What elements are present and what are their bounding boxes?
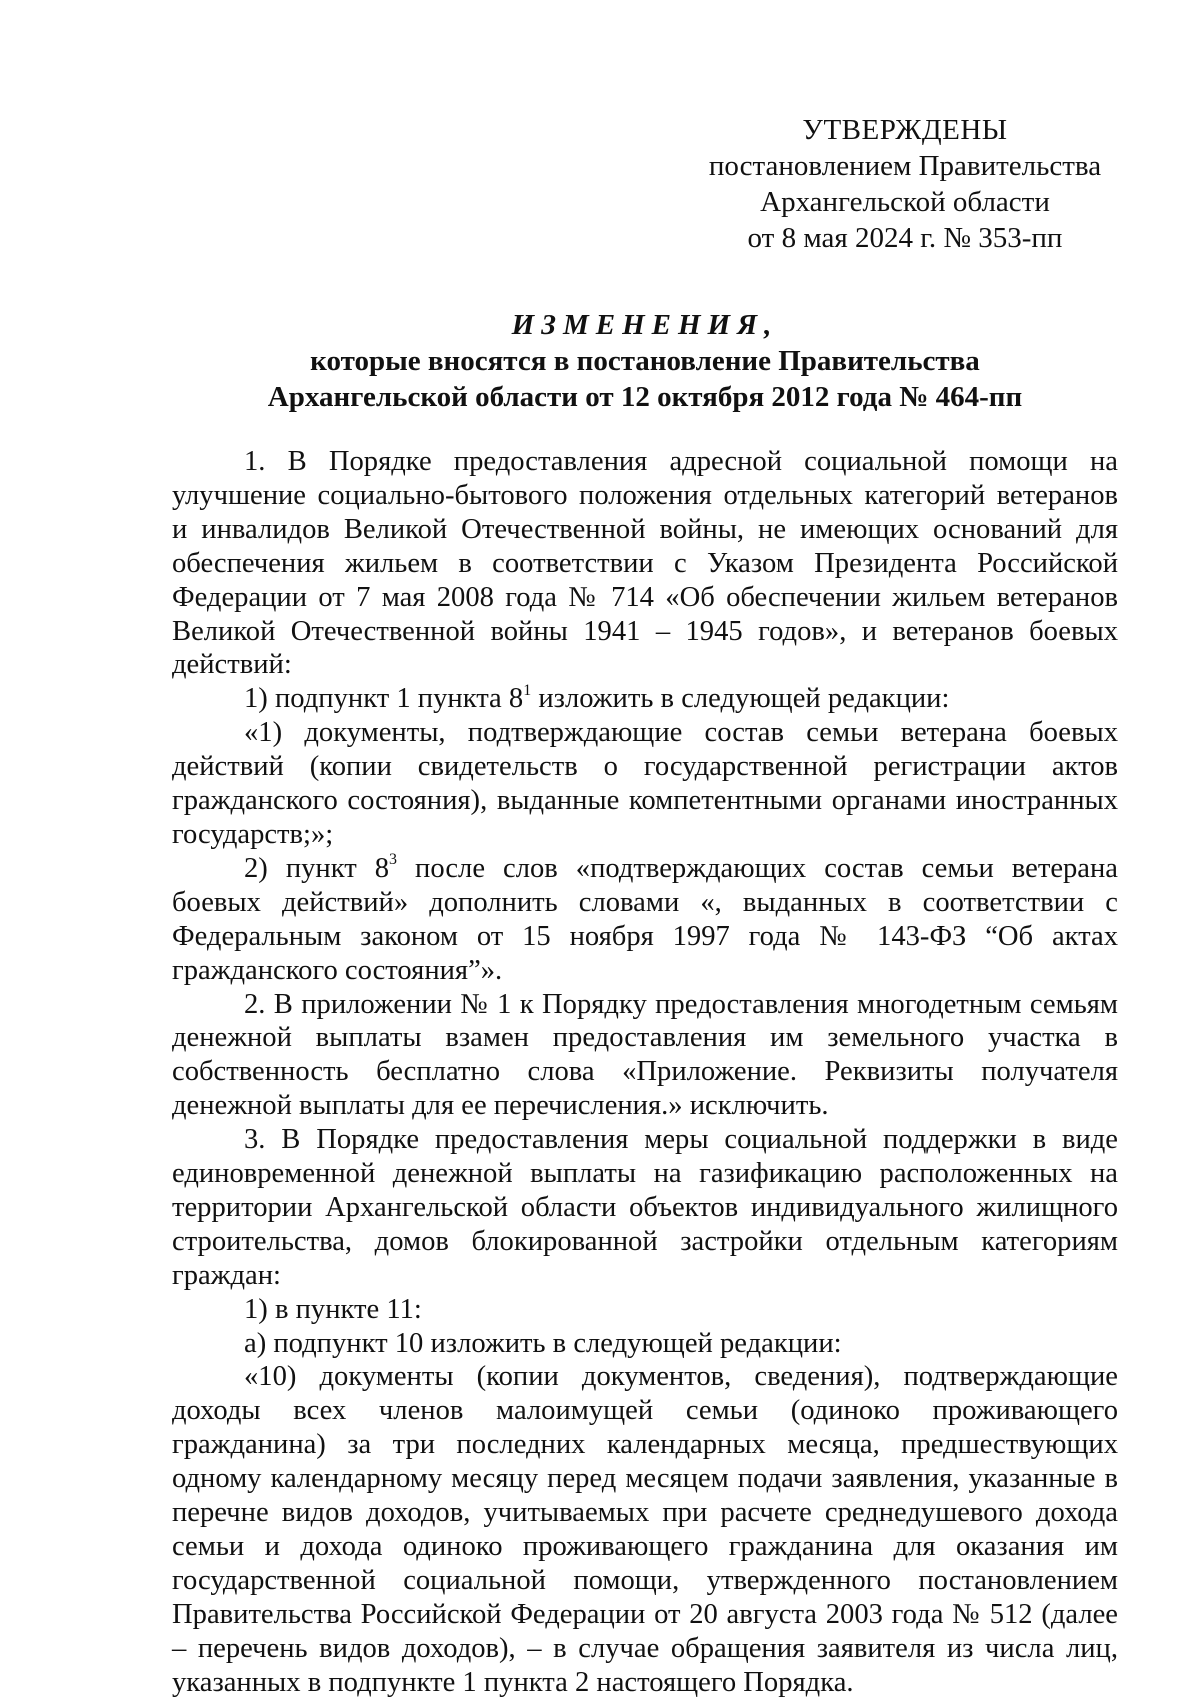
paragraph-4	[172, 852, 1118, 988]
approval-stamp-block	[700, 112, 1110, 256]
document-subtitle-2: Архангельской области от 12 октября 2012 года № 464-пп	[267, 381, 1023, 413]
paragraph-7: 1) в пункте 11:	[244, 1293, 422, 1325]
document-title: ИЗМЕНЕНИЯ,	[511, 309, 779, 341]
approved-heading: УТВЕРЖДЕНЫ	[802, 114, 1008, 146]
approval-line-2: Архангельской области	[760, 186, 1050, 218]
paragraph-6: 3. В Порядке предоставления меры социальной поддержки в виде единовременной денежной выплаты на газификацию расположенных на территории Архангельской области объектов индивидуального жилищного строительства, домов блокированной застройки отдельным категориям граждан:	[172, 1124, 1118, 1291]
paragraph-9: «10) документы (копии документов, сведения), подтверждающие доходы всех членов малоимущей семьи (одиноко проживающего гражданина) за три последних календарных месяца, предшествующих одному календарному месяцу перед месяцем подачи заявления, указанные в перечне видов доходов, учитываемых при расчете среднедушевого дохода семьи и дохода одиноко проживающего гражданина для оказания им государственной социальной помощи, утвержденного постановлением Правительства Российской Федерации от 20 августа 2003 года № 512 (далее – перечень видов доходов), – в случае обращения заявителя из числа лиц, указанных в подпункте 1 пункта 2 настоящего Порядка.	[172, 1361, 1118, 1698]
document-body	[172, 445, 1118, 1700]
approval-line-1: постановлением Правительства	[708, 150, 1102, 182]
paragraph-5: 2. В приложении № 1 к Порядку предоставления многодетным семьям денежной выплаты взамен предоставления им земельного участка в собственность бесплатно слова «Приложение. Реквизиты получателя денежной выплаты для ее перечисления.» исключить.	[172, 988, 1118, 1122]
document-heading	[170, 307, 1120, 415]
paragraph-8: а) подпункт 10 изложить в следующей редакции:	[244, 1327, 842, 1359]
paragraph-4-text-a: 2) пункт 8	[244, 852, 390, 884]
paragraph-2-text-a: 1) подпункт 1 пункта 8	[244, 683, 524, 715]
paragraph-2-superscript: 1	[523, 681, 532, 699]
paragraph-4-text-b: после слов «подтверждающих состав семьи ветерана боевых действий» дополнить словами «, выданных в соответствии с Федеральным законом от 15 ноября 1997 года № 143-ФЗ “Об актах гражданского состояния”».	[172, 852, 1118, 986]
document-subtitle-1: которые вносятся в постановление Правительства	[310, 345, 980, 377]
paragraph-2	[172, 682, 1118, 716]
approval-line-3: от 8 мая 2024 г. № 353-пп	[747, 222, 1063, 254]
paragraph-4-superscript: 3	[389, 851, 398, 869]
paragraph-1: 1. В Порядке предоставления адресной социальной помощи на улучшение социально-бытового положения отдельных категорий ветеранов и инвалидов Великой Отечественной войны, не имеющих оснований для обеспечения жильем в соответствии с Указом Президента Российской Федерации от 7 мая 2008 года № 714 «Об обеспечении жильем ветеранов Великой Отечественной войны 1941 – 1945 годов», и ветеранов боевых действий:	[172, 446, 1118, 681]
paragraph-3: «1) документы, подтверждающие состав семьи ветерана боевых действий (копии свидетельств о государственной регистрации актов гражданского состояния), выданные компетентными органами иностранных государств;»;	[172, 717, 1118, 850]
paragraph-2-text-b: изложить в следующей редакции:	[531, 683, 950, 715]
